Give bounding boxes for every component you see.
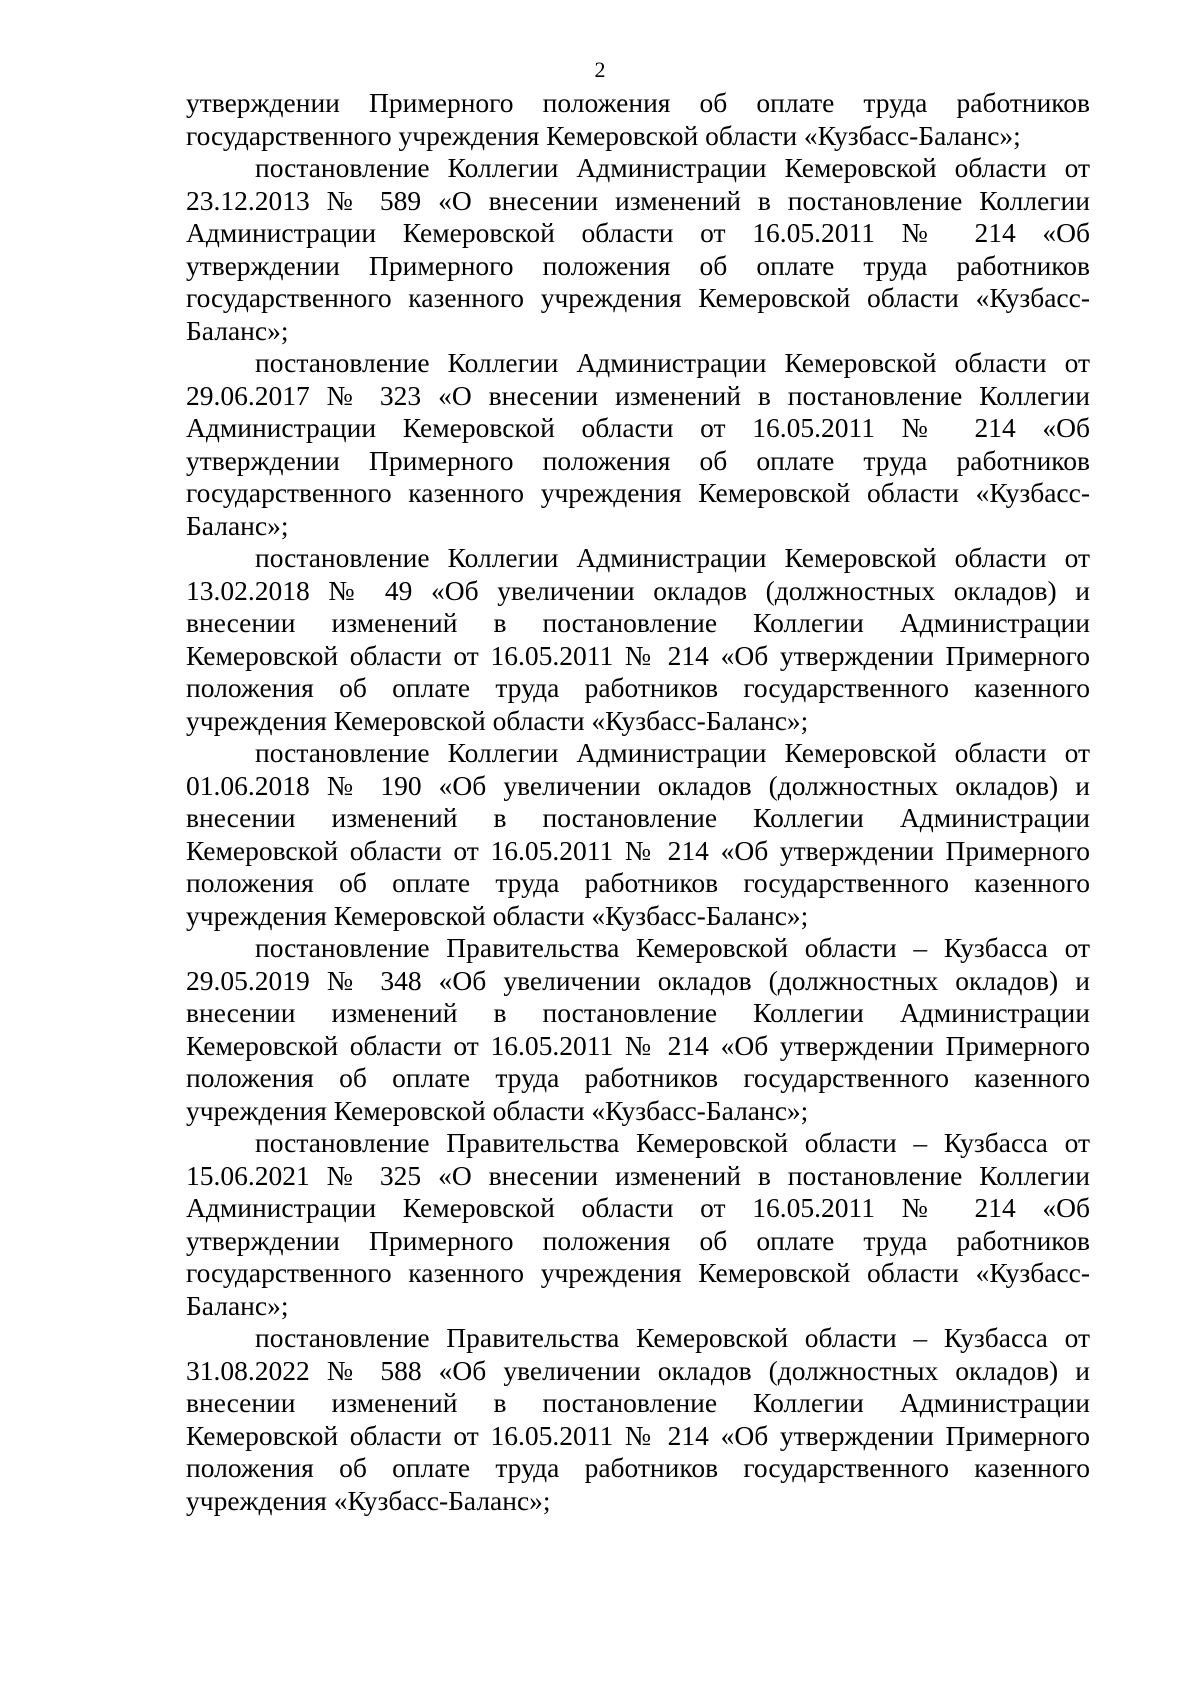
text-line: учреждения «Кузбасс-Баланс»; (186, 1484, 551, 1516)
text-line: 15.06.2021 № 325 «О внесении изменений в постановление Коллегии (186, 1159, 1090, 1191)
text-line: утверждении Примерного положения об оплате труда работников (186, 444, 1090, 476)
paragraph (186, 1127, 1090, 1322)
text-line: постановление Правительства Кемеровской области – Кузбасса от (255, 1322, 1090, 1353)
paragraph (186, 87, 1090, 152)
paragraph (186, 347, 1090, 542)
text-line: государственного казенного учреждения Кемеровской области «Кузбасс- (186, 282, 1090, 313)
text-line: положения об оплате труда работников государственного казенного (186, 672, 1090, 703)
text-line: внесении изменений в постановление Коллегии Администрации (186, 1387, 1090, 1418)
text-line: утверждении Примерного положения об оплате труда работников (186, 87, 1090, 118)
text-line: внесении изменений в постановление Коллегии Администрации (186, 607, 1090, 638)
text-line: Администрации Кемеровской области от 16.05.2011 № 214 «Об (186, 412, 1090, 443)
text-line: 29.05.2019 № 348 «Об увеличении окладов (должностных окладов) и (186, 964, 1090, 996)
text-line: Администрации Кемеровской области от 16.05.2011 № 214 «Об (186, 217, 1090, 248)
document-body (186, 87, 1090, 1517)
paragraph (186, 932, 1090, 1127)
text-line: положения об оплате труда работников государственного казенного (186, 1452, 1090, 1483)
page-number: 2 (594, 57, 606, 82)
text-line: положения об оплате труда работников государственного казенного (186, 1062, 1090, 1093)
text-line: Кемеровской области от 16.05.2011 № 214 «Об утверждении Примерного (186, 1419, 1090, 1451)
text-line: постановление Коллегии Администрации Кемеровской области от (255, 152, 1090, 183)
text-line: Кемеровской области от 16.05.2011 № 214 «Об утверждении Примерного (186, 1029, 1090, 1061)
text-line: постановление Правительства Кемеровской области – Кузбасса от (255, 932, 1090, 963)
text-line: государственного казенного учреждения Кемеровской области «Кузбасс- (186, 477, 1090, 508)
text-line: утверждении Примерного положения об оплате труда работников (186, 249, 1090, 281)
text-line: учреждения Кемеровской области «Кузбасс-Баланс»; (186, 704, 809, 736)
paragraph (186, 1322, 1090, 1517)
text-line: учреждения Кемеровской области «Кузбасс-Баланс»; (186, 1094, 809, 1126)
text-line: постановление Коллегии Администрации Кемеровской области от (255, 542, 1090, 573)
text-line: Кемеровской области от 16.05.2011 № 214 «Об утверждении Примерного (186, 639, 1090, 671)
text-line: Администрации Кемеровской области от 16.05.2011 № 214 «Об (186, 1192, 1090, 1223)
paragraph (186, 737, 1090, 932)
text-line: 23.12.2013 № 589 «О внесении изменений в постановление Коллегии (186, 184, 1090, 216)
text-line: 01.06.2018 № 190 «Об увеличении окладов (должностных окладов) и (186, 769, 1090, 801)
text-line: Баланс»; (186, 1289, 289, 1321)
paragraph (186, 152, 1090, 347)
text-line: государственного учреждения Кемеровской области «Кузбасс-Баланс»; (186, 119, 1021, 151)
text-line: 29.06.2017 № 323 «О внесении изменений в постановление Коллегии (186, 379, 1090, 411)
text-line: внесении изменений в постановление Коллегии Администрации (186, 997, 1090, 1028)
paragraph (186, 542, 1090, 737)
text-line: внесении изменений в постановление Коллегии Администрации (186, 802, 1090, 833)
text-line: 31.08.2022 № 588 «Об увеличении окладов (должностных окладов) и (186, 1354, 1090, 1386)
text-line: утверждении Примерного положения об оплате труда работников (186, 1224, 1090, 1256)
text-line: положения об оплате труда работников государственного казенного (186, 867, 1090, 898)
text-line: Кемеровской области от 16.05.2011 № 214 «Об утверждении Примерного (186, 834, 1090, 866)
text-line: постановление Коллегии Администрации Кемеровской области от (255, 347, 1090, 378)
text-line: постановление Правительства Кемеровской области – Кузбасса от (255, 1127, 1090, 1158)
text-line: учреждения Кемеровской области «Кузбасс-Баланс»; (186, 899, 809, 931)
text-line: Баланс»; (186, 509, 289, 541)
text-line: государственного казенного учреждения Кемеровской области «Кузбасс- (186, 1257, 1090, 1288)
text-line: Баланс»; (186, 314, 289, 346)
text-line: постановление Коллегии Администрации Кемеровской области от (255, 737, 1090, 768)
text-line: 13.02.2018 № 49 «Об увеличении окладов (должностных окладов) и (186, 574, 1090, 606)
